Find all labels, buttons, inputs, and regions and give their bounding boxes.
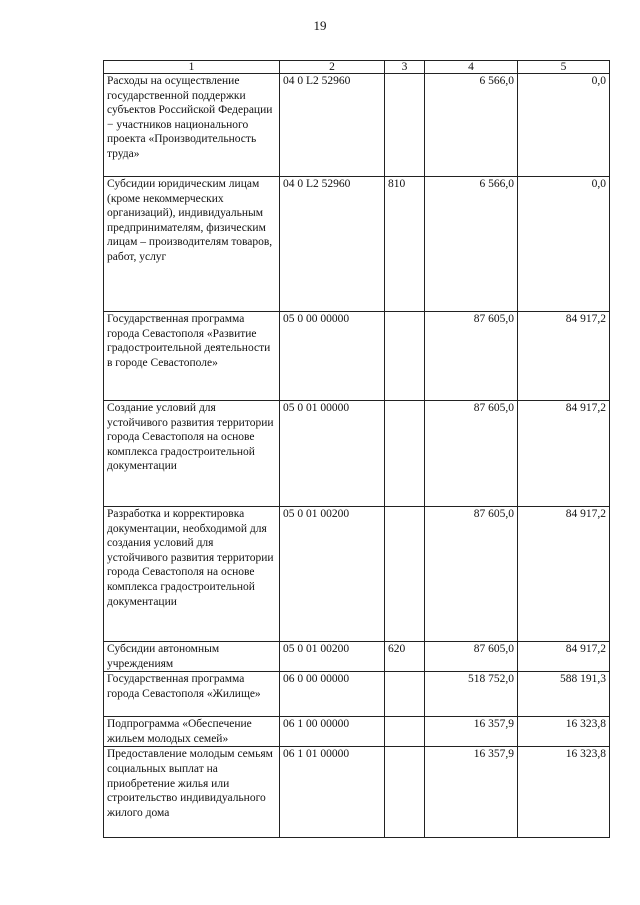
- amount-cell-col5: 0,0: [518, 74, 610, 177]
- table-row: [104, 717, 610, 747]
- expense-name-cell: Разработка и корректировка документации, необходимой для создания условий для устойчивого развития территории города Севастополя на основе комплекса градостроительной документации: [104, 507, 280, 642]
- amount-cell-col4: 518 752,0: [425, 672, 518, 717]
- amount-cell-col5: 16 323,8: [518, 747, 610, 838]
- expense-type-cell: 810: [385, 177, 425, 312]
- expense-name-cell: Государственная программа города Севастополя «Развитие градостроительной деятельности в городе Севастополе»: [104, 312, 280, 401]
- expense-name-cell: Создание условий для устойчивого развития территории города Севастополя на основе комплекса градостроительной документации: [104, 401, 280, 507]
- target-code-cell: 06 0 00 00000: [280, 672, 385, 717]
- expense-type-cell: [385, 672, 425, 717]
- amount-cell-col4: 87 605,0: [425, 401, 518, 507]
- target-code-cell: 06 1 00 00000: [280, 717, 385, 747]
- amount-cell-col5: 84 917,2: [518, 507, 610, 642]
- expense-type-cell: [385, 312, 425, 401]
- expense-type-cell: 620: [385, 642, 425, 672]
- amount-cell-col4: 6 566,0: [425, 74, 518, 177]
- column-header: 5: [518, 61, 610, 74]
- amount-cell-col5: 16 323,8: [518, 717, 610, 747]
- table-row: [104, 507, 610, 642]
- expense-name-cell: Субсидии юридическим лицам (кроме некоммерческих организаций), индивидуальным предпринимателям, физическим лицам – производителям товаров, работ, услуг: [104, 177, 280, 312]
- target-code-cell: 06 1 01 00000: [280, 747, 385, 838]
- page-number: 19: [313, 18, 327, 33]
- table-row: [104, 642, 610, 672]
- amount-cell-col5: 0,0: [518, 177, 610, 312]
- expense-name-cell: Расходы на осуществление государственной поддержки субъектов Российской Федерации − участников национального проекта «Производительность труда»: [104, 74, 280, 177]
- amount-cell-col4: 16 357,9: [425, 717, 518, 747]
- expense-name-cell: Предоставление молодым семьям социальных выплат на приобретение жилья или строительство индивидуального жилого дома: [104, 747, 280, 838]
- expense-type-cell: [385, 401, 425, 507]
- amount-cell-col5: 84 917,2: [518, 312, 610, 401]
- amount-cell-col5: 588 191,3: [518, 672, 610, 717]
- expense-name-cell: Субсидии автономным учреждениям: [104, 642, 280, 672]
- target-code-cell: 05 0 00 00000: [280, 312, 385, 401]
- column-header: 2: [280, 61, 385, 74]
- table-row: [104, 74, 610, 177]
- amount-cell-col4: 6 566,0: [425, 177, 518, 312]
- table-row: [104, 177, 610, 312]
- amount-cell-col5: 84 917,2: [518, 642, 610, 672]
- budget-table: [103, 60, 610, 838]
- expense-type-cell: [385, 717, 425, 747]
- table-row: [104, 312, 610, 401]
- table-header-row: [104, 61, 610, 74]
- amount-cell-col4: 87 605,0: [425, 312, 518, 401]
- column-header: 1: [104, 61, 280, 74]
- column-header: 4: [425, 61, 518, 74]
- expense-type-cell: [385, 74, 425, 177]
- expense-type-cell: [385, 747, 425, 838]
- table-row: [104, 401, 610, 507]
- column-header: 3: [385, 61, 425, 74]
- amount-cell-col5: 84 917,2: [518, 401, 610, 507]
- target-code-cell: 05 0 01 00200: [280, 642, 385, 672]
- amount-cell-col4: 87 605,0: [425, 642, 518, 672]
- table-row: [104, 672, 610, 717]
- table-row: [104, 747, 610, 838]
- expense-name-cell: Государственная программа города Севастополя «Жилище»: [104, 672, 280, 717]
- amount-cell-col4: 16 357,9: [425, 747, 518, 838]
- target-code-cell: 04 0 L2 52960: [280, 74, 385, 177]
- target-code-cell: 04 0 L2 52960: [280, 177, 385, 312]
- amount-cell-col4: 87 605,0: [425, 507, 518, 642]
- target-code-cell: 05 0 01 00200: [280, 507, 385, 642]
- expense-name-cell: Подпрограмма «Обеспечение жильем молодых семей»: [104, 717, 280, 747]
- expense-type-cell: [385, 507, 425, 642]
- target-code-cell: 05 0 01 00000: [280, 401, 385, 507]
